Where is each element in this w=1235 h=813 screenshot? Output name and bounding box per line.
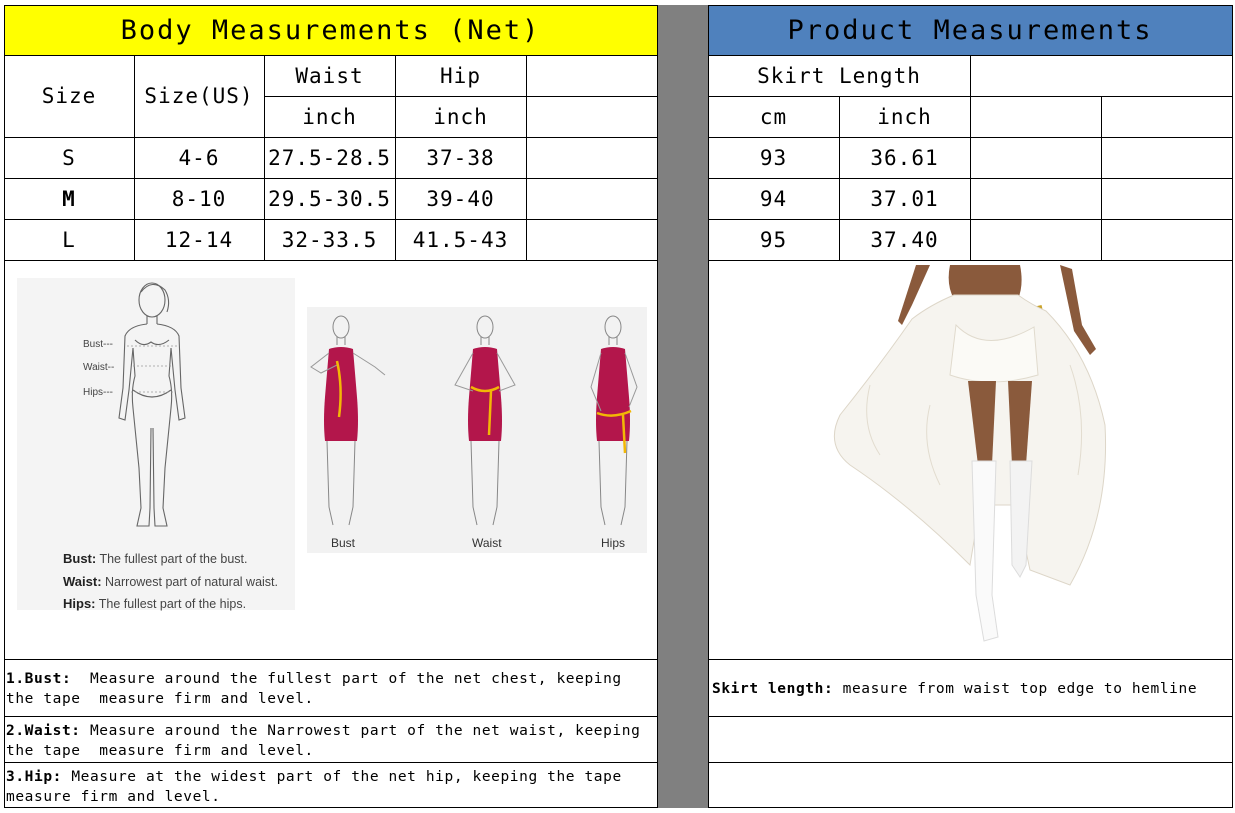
waist-l: 32-33.5	[281, 227, 378, 252]
grid-line	[134, 55, 135, 260]
legend-hips: Hips: The fullest part of the hips.	[63, 596, 247, 611]
grid-line	[4, 55, 657, 56]
skirt-cm-s: 93	[759, 145, 788, 170]
note-bust-text: Measure around the fullest part of the net chest, keeping the tape measure firm and level.	[6, 671, 632, 707]
body-figure-panel	[17, 278, 295, 610]
note-bust-term: 1.Bust:	[6, 671, 72, 687]
dress-figures-panel	[307, 307, 647, 553]
grid-line	[526, 55, 527, 260]
legend-bust: Bust: The fullest part of the bust.	[63, 551, 248, 566]
grid-line	[4, 260, 657, 261]
product-measurements-title: Product Measurements	[787, 14, 1153, 46]
hip-header: Hip	[440, 63, 481, 88]
skirt-product-image	[820, 265, 1110, 650]
grid-line	[708, 659, 1233, 660]
hip-l: 41.5-43	[412, 227, 509, 252]
size-us-m: 8-10	[171, 186, 227, 211]
cm-header: cm	[759, 104, 788, 129]
note-hip-term: 3.Hip:	[6, 769, 62, 785]
grid-line	[4, 716, 657, 717]
note-waist-term: 2.Waist:	[6, 723, 81, 739]
note-hip-text: Measure at the widest part of the net hip, keeping the tape measure firm and level.	[6, 769, 632, 805]
grid-line	[4, 137, 657, 138]
note-waist	[6, 721, 654, 761]
dress-figures-illustration	[307, 307, 647, 553]
note-skirt-length-term: Skirt length:	[712, 681, 834, 697]
skirt-inch-m: 37.01	[870, 186, 939, 211]
grid-line	[4, 5, 657, 6]
grid-line	[708, 807, 1233, 808]
grid-line	[1232, 5, 1233, 808]
grid-line	[708, 5, 1233, 6]
note-hip	[6, 767, 654, 807]
hips-line-label: Hips---	[83, 387, 113, 398]
figure-legend	[63, 548, 293, 616]
skirt-cm-l: 95	[759, 227, 788, 252]
caption-hips: Hips	[601, 536, 626, 550]
grid-line	[4, 178, 657, 179]
grid-line	[4, 219, 657, 220]
note-skirt-length-text: measure from waist top edge to hemline	[833, 681, 1198, 697]
body-measurements-title: Body Measurements (Net)	[120, 14, 541, 46]
hip-unit: inch	[433, 104, 488, 129]
note-bust	[6, 669, 654, 709]
waist-header: Waist	[295, 63, 364, 88]
size-s: S	[62, 145, 76, 170]
note-waist-text: Measure around the Narrowest part of the net waist, keeping the tape measure firm and level.	[6, 723, 650, 759]
grid-line	[4, 659, 657, 660]
skirt-cm-m: 94	[759, 186, 788, 211]
caption-bust: Bust	[331, 536, 356, 550]
waist-line-label: Waist--	[83, 362, 115, 373]
legend-waist: Waist: Narrowest part of natural waist.	[63, 573, 279, 589]
size-us-header: Size(US)	[144, 84, 254, 108]
size-header: Size	[41, 84, 97, 108]
skirt-length-header: Skirt Length	[757, 63, 921, 88]
grid-line	[708, 5, 709, 808]
grid-line	[264, 96, 657, 97]
size-m: M	[62, 186, 76, 211]
grid-line	[4, 5, 5, 808]
grid-line	[657, 5, 658, 808]
grid-line	[970, 55, 971, 260]
hip-s: 37-38	[426, 145, 495, 170]
grid-line	[839, 96, 840, 260]
hip-m: 39-40	[426, 186, 495, 211]
inch-header: inch	[877, 104, 932, 129]
skirt-inch-l: 37.40	[870, 227, 939, 252]
caption-waist: Waist	[472, 536, 502, 550]
grid-line	[708, 762, 1233, 763]
waist-m: 29.5-30.5	[268, 186, 391, 211]
grid-line	[708, 260, 1233, 261]
grid-line	[4, 762, 657, 763]
grid-line	[395, 55, 396, 260]
grid-line	[1101, 96, 1102, 260]
waist-s: 27.5-28.5	[268, 145, 391, 170]
waist-unit: inch	[302, 104, 357, 129]
grid-line	[708, 716, 1233, 717]
grid-line	[264, 55, 265, 260]
divider-column	[657, 5, 708, 808]
size-l: L	[62, 227, 76, 252]
skirt-inch-s: 36.61	[870, 145, 939, 170]
grid-line	[4, 807, 657, 808]
note-skirt-length	[712, 679, 1230, 699]
bust-line-label: Bust---	[83, 339, 113, 350]
size-us-l: 12-14	[164, 227, 234, 252]
size-us-s: 4-6	[178, 145, 220, 170]
